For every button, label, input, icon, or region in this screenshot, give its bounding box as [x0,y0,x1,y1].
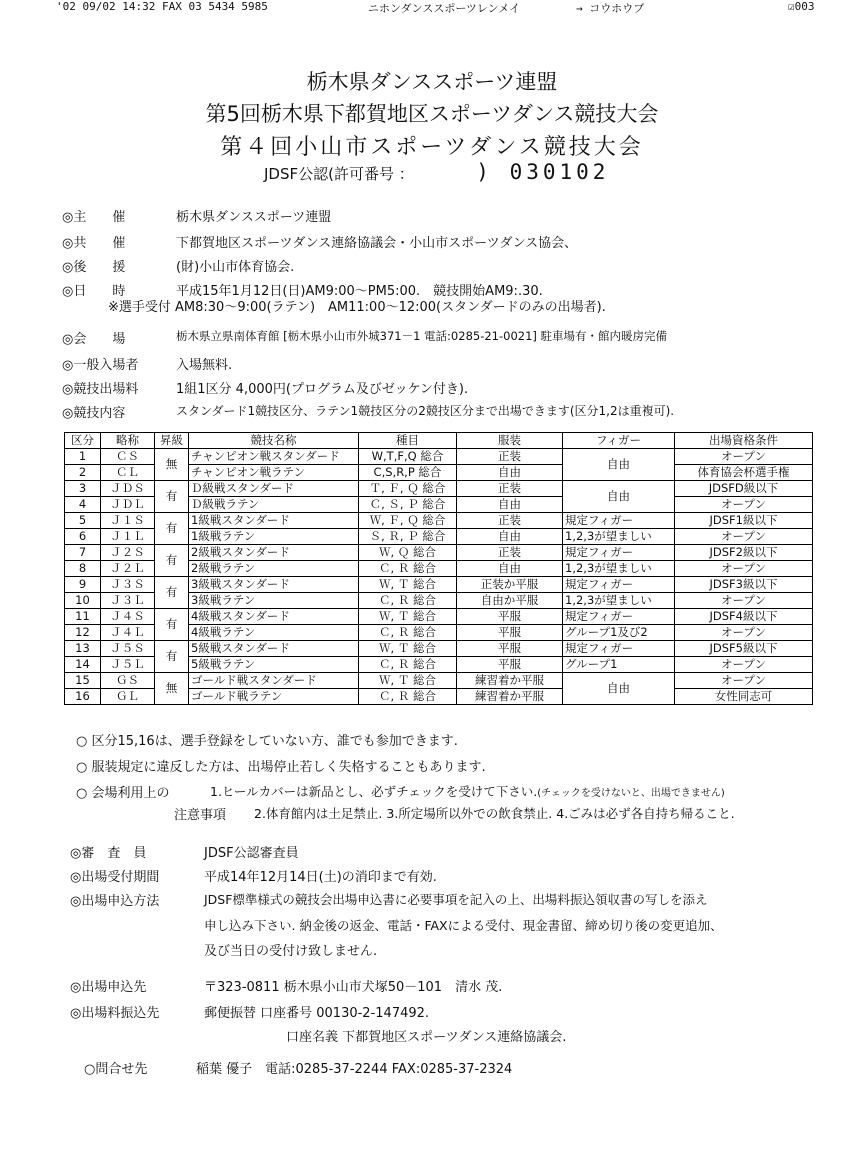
cell-code: ＪＤＬ [101,497,155,513]
cell-dress: 正装 [457,545,563,561]
cell-qualification: JDSF4級以下 [675,609,813,625]
permit-line [264,160,609,184]
cell-qualification: 女性同志可 [675,689,813,705]
permit-number: 030102 [509,160,610,184]
address-label: ◎出場申込先 [70,980,147,995]
header-code: 略称 [101,433,155,449]
reception-time: ※選手受付 AM8:30～9:00(ラテン) AM11:00～12:00(スタンダードのみの出場者). [108,300,606,315]
permit-number-wrap [476,160,609,184]
cell-dress: 自由 [457,529,563,545]
cell-events: Ｃ, Ｒ 総合 [359,593,457,609]
cell-dress: 平服 [457,625,563,641]
cell-promotion: 有 [155,513,189,545]
cell-promotion: 有 [155,481,189,513]
cell-dress: 正装 [457,481,563,497]
entry-method-1: JDSF標準様式の競技会出場申込書に必要事項を記入の上、出場料振込領収書の写しを添え [204,892,708,907]
cell-events: W,T,F,Q 総合 [359,449,457,465]
cell-name: 3級戦スタンダード [189,577,359,593]
cell-code: Ｊ１Ｌ [101,529,155,545]
cell-qualification: JDSF1級以下 [675,513,813,529]
cell-name: チャンピオン戦スタンダード [189,449,359,465]
cell-events: Ｔ, Ｆ, Ｑ 総合 [359,481,457,497]
cell-dress: 平服 [457,657,563,673]
cell-qualification: JDSF5級以下 [675,641,813,657]
venue-label: ◎会 場 [62,332,126,347]
cell-dress: 自由 [457,465,563,481]
table-header-row [65,433,813,449]
cell-name: 1級戦スタンダード [189,513,359,529]
note-cautions: 2.体育館内は土足禁止. 3.所定場所以外での飲食禁止. 4.ごみは必ず各自持ち帰ること. [254,806,735,821]
competition-title-1: 第5回栃木県下都賀地区スポーツダンス競技大会 [205,102,659,126]
account-name: 口座名義 下都賀地区スポーツダンス連絡協議会. [286,1030,567,1045]
note-heel-cover [210,782,725,800]
cell-name: 5級戦ラテン [189,657,359,673]
judge: JDSF公認審査員 [204,846,299,861]
header-figure: フィガー [563,433,675,449]
fax-date-time: '02 09/02 14:32 FAX 03 5434 5985 [56,0,268,13]
cell-events: Ｓ, Ｒ, Ｐ 総合 [359,529,457,545]
cell-figure: グループ1 [563,657,675,673]
cell-dress: 自由 [457,497,563,513]
cell-promotion: 無 [155,449,189,481]
cell-events: Ｗ, Ｆ, Ｑ 総合 [359,513,457,529]
table-row [65,513,813,529]
entry-period: 平成14年12月14日(土)の消印まで有効. [204,870,437,885]
cell-figure: 規定フィガー [563,641,675,657]
cell-code: Ｊ４Ｓ [101,609,155,625]
note-venue-rules-label: ○ 会場利用上の [76,786,170,801]
cell-no: 12 [65,625,101,641]
cell-events: Ｗ, Ｔ 総合 [359,577,457,593]
cell-figure: 規定フィガー [563,577,675,593]
cell-figure: 自由 [563,449,675,481]
entry-fee: 1組1区分 4,000円(プログラム及びゼッケン付き). [176,382,469,397]
cell-code: ＪＤＳ [101,481,155,497]
permit-label: JDSF公認(許可番号 ： [264,165,407,183]
cell-qualification: オープン [675,593,813,609]
cell-no: 8 [65,561,101,577]
date: 平成15年1月12日(日)AM9:00～PM5:00. 競技開始AM9:.30. [176,284,543,299]
cell-dress: 練習着か平服 [457,689,563,705]
cell-no: 13 [65,641,101,657]
cell-no: 14 [65,657,101,673]
cell-name: 2級戦スタンダード [189,545,359,561]
cell-name: Ｄ級戦ラテン [189,497,359,513]
cell-no: 2 [65,465,101,481]
header-dress: 服装 [457,433,563,449]
cell-qualification: JDSF2級以下 [675,545,813,561]
content-label: ◎競技内容 [62,406,126,421]
cell-dress: 正装 [457,513,563,529]
note-heel-cover-text: 1.ヒールカバーは新品とし、必ずチェックを受けて下さい. [210,784,538,799]
cell-code: Ｊ２Ｌ [101,561,155,577]
fax-page-number: ☑003 [788,0,815,13]
cell-no: 5 [65,513,101,529]
entry-method-2: 申し込み下さい. 納金後の返金、電話・FAXによる受付、現金書留、締め切り後の変更追加、 [204,918,723,933]
cell-qualification: オープン [675,497,813,513]
content: スタンダード1競技区分、ラテン1競技区分の2競技区分まで出場できます(区分1,2は重複可). [176,404,675,418]
table-row [65,609,813,625]
cell-promotion: 有 [155,641,189,673]
method-label: ◎出場申込方法 [70,894,160,909]
cell-dress: 自由か平服 [457,593,563,609]
cell-promotion: 無 [155,673,189,705]
competition-title-2: 第４回小山市スポーツダンス競技大会 [220,135,644,160]
note-dress-rule: ○ 服装規定に違反した方は、出場停止若しく失格することもあります. [76,760,486,775]
fax-header [56,0,836,14]
venue: 栃木県立県南体育館 [栃木県小山市外城371－1 電話:0285-21-0021] 駐車場有・館内暖房完備 [176,329,668,343]
cell-qualification: オープン [675,529,813,545]
cell-promotion: 有 [155,545,189,577]
cell-figure: 自由 [563,481,675,513]
public-label: ◎一般入場者 [62,358,139,373]
cell-events: Ｃ, Ｒ 総合 [359,625,457,641]
cell-no: 7 [65,545,101,561]
cell-no: 3 [65,481,101,497]
cell-code: Ｊ１Ｓ [101,513,155,529]
cell-code: Ｊ２Ｓ [101,545,155,561]
organizer: 栃木県ダンススポーツ連盟 [176,210,332,225]
cell-name: ゴールド戦ラテン [189,689,359,705]
cohost-label: ◎共 催 [62,236,126,251]
table-row [65,641,813,657]
support-label: ◎後 援 [62,260,126,275]
cell-dress: 自由 [457,561,563,577]
note-caution-label: 注意事項 [174,808,227,823]
cell-no: 11 [65,609,101,625]
cell-no: 16 [65,689,101,705]
organizer-label: ◎主 催 [62,210,126,225]
cell-name: 5級戦スタンダード [189,641,359,657]
bank-transfer: 郵便振替 口座番号 00130-2-147492. [204,1006,430,1021]
cell-dress: 練習着か平服 [457,673,563,689]
contact: 稲葉 優子 電話:0285-37-2244 FAX:0285-37-2324 [196,1062,513,1077]
header-qualification: 出場資格条件 [675,433,813,449]
federation-title: 栃木県ダンススポーツ連盟 [306,70,558,94]
cell-events: Ｃ, Ｒ 総合 [359,657,457,673]
cell-events: Ｗ, Ｔ 総合 [359,641,457,657]
cell-code: ＣＳ [101,449,155,465]
cell-figure: 規定フィガー [563,545,675,561]
support: (財)小山市体育協会. [176,260,295,275]
fax-sender: ニホンダンススポーツレンメイ [368,2,521,15]
cell-qualification: オープン [675,625,813,641]
cell-code: Ｊ５Ｓ [101,641,155,657]
cell-dress: 平服 [457,609,563,625]
judge-label: ◎審 査 員 [70,846,147,861]
cell-qualification: オープン [675,561,813,577]
cell-events: C,S,R,P 総合 [359,465,457,481]
competition-table [64,432,813,705]
cell-code: ＧＬ [101,689,155,705]
cell-figure: 規定フィガー [563,513,675,529]
cell-no: 15 [65,673,101,689]
cell-no: 6 [65,529,101,545]
cell-code: Ｊ４Ｌ [101,625,155,641]
cell-code: Ｊ３Ｓ [101,577,155,593]
table-row [65,577,813,593]
cell-code: ＣＬ [101,465,155,481]
fee-label: ◎競技出場料 [62,382,139,397]
table-row [65,545,813,561]
table-row [65,673,813,689]
cell-code: Ｊ３Ｌ [101,593,155,609]
fax-recipient: → コウホウブ [576,2,645,15]
cell-name: 1級戦ラテン [189,529,359,545]
cell-figure: 1,2,3が望ましい [563,529,675,545]
cell-figure: 1,2,3が望ましい [563,593,675,609]
cell-figure: 1,2,3が望ましい [563,561,675,577]
date-label: ◎日 時 [62,284,126,299]
cell-events: Ｃ, Ｓ, Ｐ 総合 [359,497,457,513]
entry-address: 〒323-0811 栃木県小山市犬塚50－101 清水 茂. [204,980,503,995]
bank-label: ◎出場料振込先 [70,1006,160,1021]
cell-no: 1 [65,449,101,465]
period-label: ◎出場受付期間 [70,870,160,885]
header-name: 競技名称 [189,433,359,449]
cell-name: 4級戦ラテン [189,625,359,641]
cell-figure: 自由 [563,673,675,705]
note-heel-cover-aside: (チェックを受けないと、出場できません) [537,788,725,799]
cell-events: Ｃ, Ｒ 総合 [359,561,457,577]
cell-name: 2級戦ラテン [189,561,359,577]
cell-qualification: オープン [675,673,813,689]
cell-dress: 正装か平服 [457,577,563,593]
cell-no: 9 [65,577,101,593]
header-events: 種目 [359,433,457,449]
cell-figure: グループ1及び2 [563,625,675,641]
cell-figure: 規定フィガー [563,609,675,625]
contact-label: ○問合せ先 [84,1062,148,1077]
cell-no: 10 [65,593,101,609]
cell-events: Ｗ, Ｔ 総合 [359,673,457,689]
cell-code: Ｊ５Ｌ [101,657,155,673]
cell-promotion: 有 [155,609,189,641]
cell-dress: 平服 [457,641,563,657]
cell-events: Ｃ, Ｒ 総合 [359,689,457,705]
cell-name: 4級戦スタンダード [189,609,359,625]
permit-close: ) [476,160,493,184]
cell-name: Ｄ級戦スタンダード [189,481,359,497]
table-row [65,481,813,497]
cell-name: ゴールド戦スタンダード [189,673,359,689]
cell-events: Ｗ, Ｑ 総合 [359,545,457,561]
cell-code: ＧＳ [101,673,155,689]
cell-qualification: 体育協会杯選手権 [675,465,813,481]
cell-name: チャンピオン戦ラテン [189,465,359,481]
cell-dress: 正装 [457,449,563,465]
entry-method-3: 及び当日の受付け致しません. [204,944,378,959]
note-open-entry: ○ 区分15,16は、選手登録をしていない方、誰でも参加できます. [76,734,458,749]
cell-promotion: 有 [155,577,189,609]
table-row [65,449,813,465]
cell-qualification: JDSF3級以下 [675,577,813,593]
cell-events: Ｗ, Ｔ 総合 [359,609,457,625]
cell-qualification: JDSFD級以下 [675,481,813,497]
header-promotion: 昇級 [155,433,189,449]
cell-name: 3級戦ラテン [189,593,359,609]
cell-qualification: オープン [675,657,813,673]
public-entry: 入場無料. [176,358,233,373]
cohost: 下都賀地区スポーツダンス連絡協議会・小山市スポーツダンス協会、 [176,236,578,251]
cell-qualification: オープン [675,449,813,465]
cell-no: 4 [65,497,101,513]
header-division: 区分 [65,433,101,449]
